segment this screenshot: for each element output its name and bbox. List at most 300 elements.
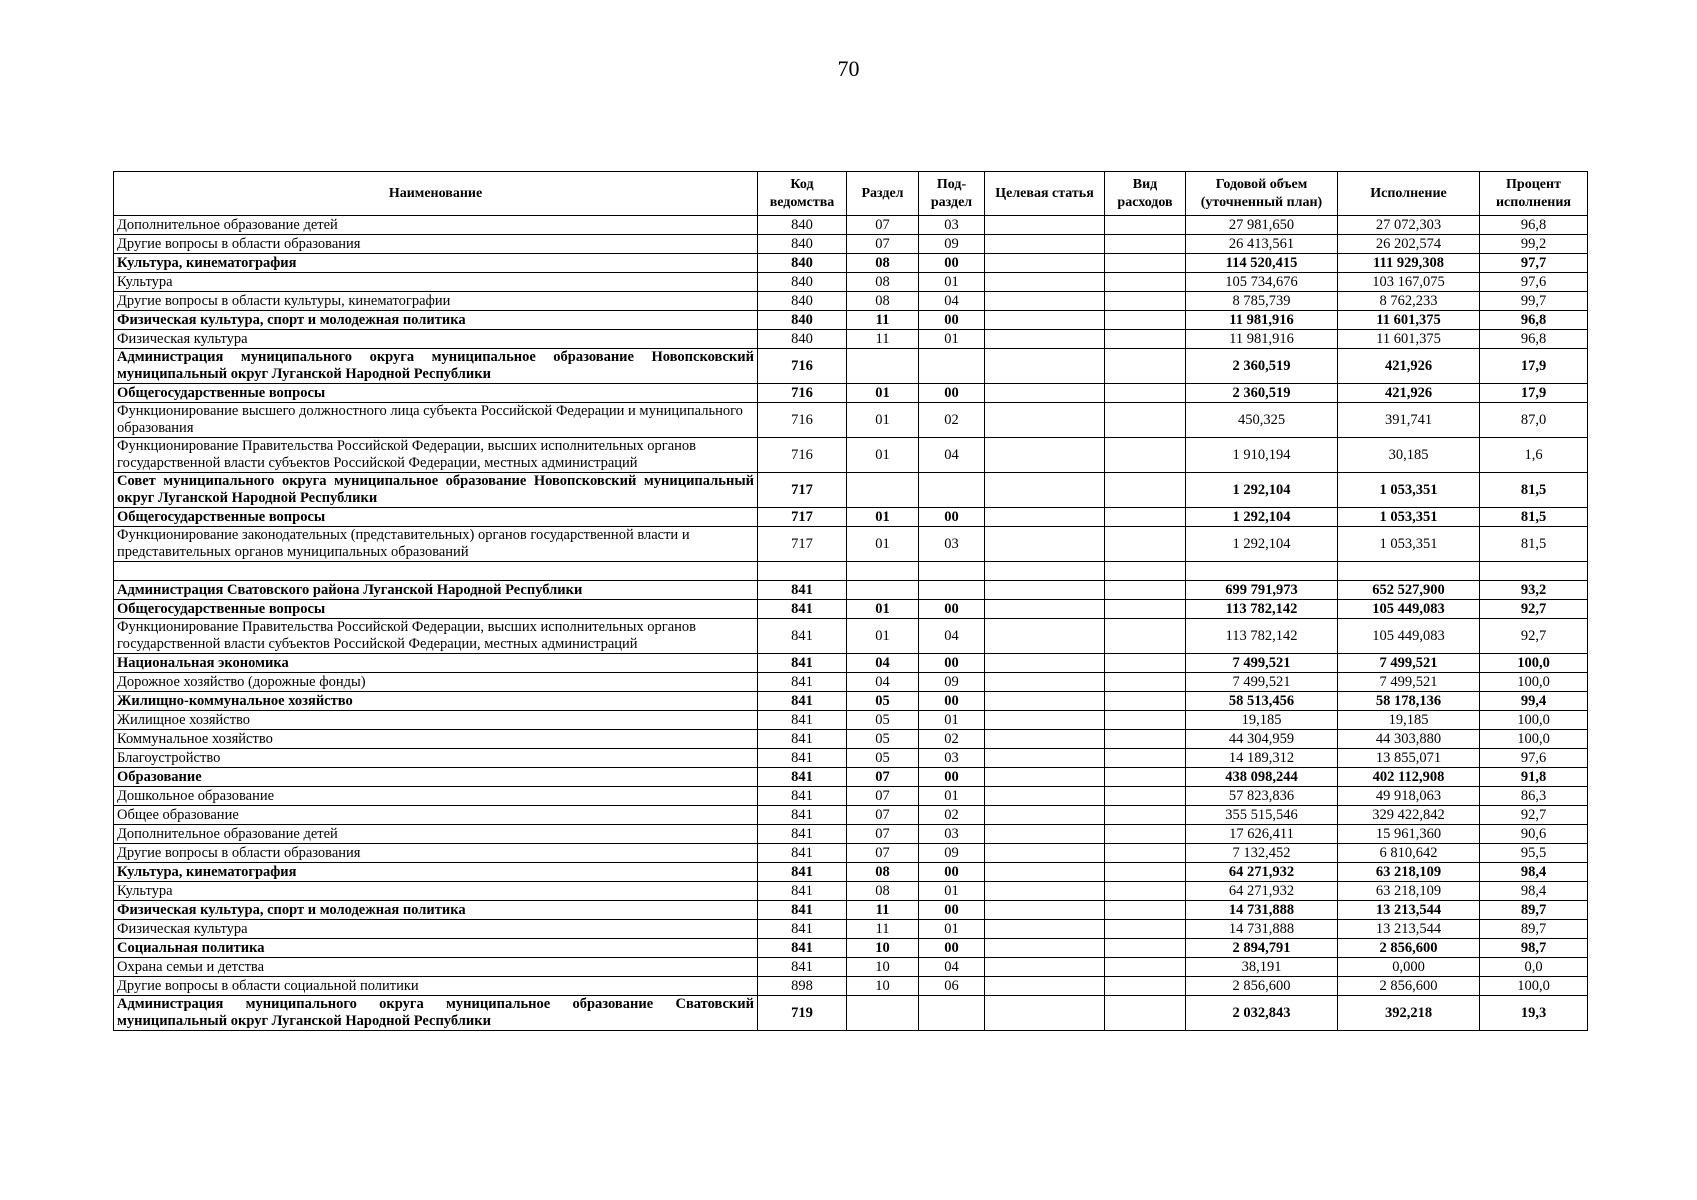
cell-type (1105, 273, 1186, 292)
cell-percent: 90,6 (1480, 825, 1588, 844)
cell-name: Администрация муниципального округа муниципальное образование Новопсковский муниципальный округ Луганской Народной Республики (114, 349, 758, 384)
cell-plan: 64 271,932 (1186, 882, 1338, 901)
cell-subsection: 02 (919, 403, 985, 438)
cell-type (1105, 600, 1186, 619)
table-row (114, 920, 1588, 939)
table-row (114, 311, 1588, 330)
cell-plan: 699 791,973 (1186, 581, 1338, 600)
table-row (114, 349, 1588, 384)
cell-section: 05 (847, 730, 919, 749)
budget-table (113, 171, 1588, 1031)
cell-target (985, 692, 1105, 711)
cell-name: Национальная экономика (114, 654, 758, 673)
cell-name: Функционирование Правительства Российской Федерации, высших исполнительных органов государственной власти субъектов Российской Федерации, местных администраций (114, 619, 758, 654)
cell-type (1105, 958, 1186, 977)
cell-name: Образование (114, 768, 758, 787)
cell-exec: 26 202,574 (1338, 235, 1480, 254)
header-code: Код ведомства (758, 172, 847, 216)
cell-name: Благоустройство (114, 749, 758, 768)
cell-type (1105, 882, 1186, 901)
table-row (114, 825, 1588, 844)
cell-target (985, 806, 1105, 825)
cell-exec: 44 303,880 (1338, 730, 1480, 749)
cell-code: 841 (758, 806, 847, 825)
cell-name: Функционирование законодательных (представительных) органов государственной власти и представительных органов муниципальных образований (114, 527, 758, 562)
cell-target (985, 958, 1105, 977)
cell-type (1105, 292, 1186, 311)
cell-section: 01 (847, 600, 919, 619)
cell-name: Культура (114, 273, 758, 292)
cell-exec: 11 601,375 (1338, 330, 1480, 349)
cell-target (985, 349, 1105, 384)
cell-exec: 402 112,908 (1338, 768, 1480, 787)
cell-type (1105, 692, 1186, 711)
cell-percent: 89,7 (1480, 901, 1588, 920)
cell-subsection: 01 (919, 711, 985, 730)
cell-subsection (919, 581, 985, 600)
cell-plan: 1 292,104 (1186, 527, 1338, 562)
cell-section: 11 (847, 330, 919, 349)
table-row (114, 508, 1588, 527)
cell-plan: 1 292,104 (1186, 473, 1338, 508)
cell-code: 841 (758, 768, 847, 787)
cell-code: 898 (758, 977, 847, 996)
cell-section: 10 (847, 958, 919, 977)
cell-code: 841 (758, 844, 847, 863)
cell-plan: 438 098,244 (1186, 768, 1338, 787)
cell-exec: 421,926 (1338, 349, 1480, 384)
cell-code: 841 (758, 787, 847, 806)
table-row (114, 730, 1588, 749)
cell-target (985, 330, 1105, 349)
cell-code: 841 (758, 825, 847, 844)
cell-subsection: 00 (919, 863, 985, 882)
cell-plan: 27 981,650 (1186, 216, 1338, 235)
cell-exec: 19,185 (1338, 711, 1480, 730)
table-row (114, 939, 1588, 958)
cell-plan: 19,185 (1186, 711, 1338, 730)
cell-percent: 89,7 (1480, 920, 1588, 939)
cell-percent: 92,7 (1480, 806, 1588, 825)
table-row (114, 384, 1588, 403)
cell-code (758, 562, 847, 581)
cell-name: Дошкольное образование (114, 787, 758, 806)
cell-target (985, 600, 1105, 619)
cell-percent: 86,3 (1480, 787, 1588, 806)
cell-section (847, 581, 919, 600)
cell-type (1105, 581, 1186, 600)
cell-target (985, 473, 1105, 508)
cell-exec: 63 218,109 (1338, 863, 1480, 882)
cell-section: 05 (847, 711, 919, 730)
table-row (114, 958, 1588, 977)
cell-target (985, 438, 1105, 473)
cell-name: Общее образование (114, 806, 758, 825)
cell-code: 841 (758, 863, 847, 882)
cell-plan: 7 499,521 (1186, 654, 1338, 673)
cell-name: Дополнительное образование детей (114, 825, 758, 844)
cell-plan: 105 734,676 (1186, 273, 1338, 292)
table-row (114, 996, 1588, 1031)
cell-target (985, 311, 1105, 330)
cell-subsection: 01 (919, 330, 985, 349)
cell-exec: 111 929,308 (1338, 254, 1480, 273)
cell-exec: 13 213,544 (1338, 920, 1480, 939)
cell-target (985, 527, 1105, 562)
cell-target (985, 273, 1105, 292)
cell-section: 08 (847, 273, 919, 292)
cell-exec: 27 072,303 (1338, 216, 1480, 235)
cell-subsection: 00 (919, 254, 985, 273)
cell-code: 840 (758, 311, 847, 330)
cell-percent: 93,2 (1480, 581, 1588, 600)
cell-code: 840 (758, 254, 847, 273)
cell-type (1105, 330, 1186, 349)
table-row (114, 216, 1588, 235)
cell-exec: 63 218,109 (1338, 882, 1480, 901)
cell-target (985, 977, 1105, 996)
cell-code: 841 (758, 901, 847, 920)
cell-percent: 100,0 (1480, 654, 1588, 673)
cell-type (1105, 562, 1186, 581)
cell-name: Администрация Сватовского района Луганской Народной Республики (114, 581, 758, 600)
cell-plan: 2 894,791 (1186, 939, 1338, 958)
table-row (114, 768, 1588, 787)
cell-name: Физическая культура (114, 330, 758, 349)
cell-section: 07 (847, 844, 919, 863)
cell-percent: 81,5 (1480, 527, 1588, 562)
cell-target (985, 581, 1105, 600)
cell-code: 716 (758, 384, 847, 403)
page-number: 70 (837, 56, 860, 81)
cell-exec: 11 601,375 (1338, 311, 1480, 330)
cell-code: 841 (758, 692, 847, 711)
cell-section: 01 (847, 403, 919, 438)
cell-subsection: 02 (919, 730, 985, 749)
cell-subsection (919, 996, 985, 1031)
cell-section: 10 (847, 977, 919, 996)
cell-section: 07 (847, 216, 919, 235)
cell-plan: 113 782,142 (1186, 619, 1338, 654)
cell-percent: 0,0 (1480, 958, 1588, 977)
cell-percent: 17,9 (1480, 384, 1588, 403)
cell-plan: 2 360,519 (1186, 349, 1338, 384)
cell-subsection: 01 (919, 920, 985, 939)
table-row (114, 292, 1588, 311)
cell-name: Другие вопросы в области социальной политики (114, 977, 758, 996)
cell-section: 08 (847, 254, 919, 273)
cell-percent: 81,5 (1480, 473, 1588, 508)
cell-subsection (919, 349, 985, 384)
cell-code: 841 (758, 939, 847, 958)
cell-type (1105, 901, 1186, 920)
cell-code: 840 (758, 330, 847, 349)
cell-target (985, 901, 1105, 920)
cell-subsection: 09 (919, 673, 985, 692)
cell-percent: 95,5 (1480, 844, 1588, 863)
cell-target (985, 673, 1105, 692)
cell-code: 841 (758, 730, 847, 749)
cell-exec: 15 961,360 (1338, 825, 1480, 844)
table-row (114, 235, 1588, 254)
cell-exec: 105 449,083 (1338, 600, 1480, 619)
table-row (114, 654, 1588, 673)
cell-code: 717 (758, 508, 847, 527)
cell-target (985, 844, 1105, 863)
table-row (114, 254, 1588, 273)
cell-type (1105, 508, 1186, 527)
cell-name: Общегосударственные вопросы (114, 508, 758, 527)
cell-target (985, 939, 1105, 958)
cell-exec: 105 449,083 (1338, 619, 1480, 654)
cell-percent: 87,0 (1480, 403, 1588, 438)
cell-percent: 96,8 (1480, 216, 1588, 235)
cell-target (985, 920, 1105, 939)
cell-target (985, 254, 1105, 273)
cell-percent: 100,0 (1480, 730, 1588, 749)
cell-exec: 0,000 (1338, 958, 1480, 977)
cell-name: Культура (114, 882, 758, 901)
table-row (114, 901, 1588, 920)
cell-plan: 7 132,452 (1186, 844, 1338, 863)
cell-plan: 64 271,932 (1186, 863, 1338, 882)
cell-section: 07 (847, 768, 919, 787)
cell-plan: 14 731,888 (1186, 901, 1338, 920)
cell-type (1105, 654, 1186, 673)
cell-section: 04 (847, 673, 919, 692)
cell-code: 841 (758, 600, 847, 619)
cell-exec: 329 422,842 (1338, 806, 1480, 825)
cell-type (1105, 730, 1186, 749)
cell-target (985, 882, 1105, 901)
cell-subsection: 06 (919, 977, 985, 996)
cell-target (985, 787, 1105, 806)
cell-type (1105, 216, 1186, 235)
cell-target (985, 863, 1105, 882)
table-body (114, 216, 1588, 1031)
table-row (114, 863, 1588, 882)
cell-percent: 81,5 (1480, 508, 1588, 527)
cell-name: Общегосударственные вопросы (114, 600, 758, 619)
cell-name: Культура, кинематография (114, 863, 758, 882)
table-row (114, 711, 1588, 730)
cell-subsection: 03 (919, 825, 985, 844)
cell-name: Другие вопросы в области образования (114, 235, 758, 254)
cell-code: 841 (758, 958, 847, 977)
cell-exec: 1 053,351 (1338, 508, 1480, 527)
table-row (114, 600, 1588, 619)
cell-type (1105, 403, 1186, 438)
table-row (114, 273, 1588, 292)
cell-plan: 44 304,959 (1186, 730, 1338, 749)
cell-section: 07 (847, 235, 919, 254)
cell-code: 840 (758, 273, 847, 292)
cell-section: 08 (847, 863, 919, 882)
cell-percent (1480, 562, 1588, 581)
cell-type (1105, 844, 1186, 863)
table-row (114, 977, 1588, 996)
header-subsection: Под-раздел (919, 172, 985, 216)
cell-code: 841 (758, 711, 847, 730)
cell-section: 11 (847, 920, 919, 939)
cell-name: Другие вопросы в области образования (114, 844, 758, 863)
cell-subsection: 00 (919, 508, 985, 527)
cell-target (985, 292, 1105, 311)
cell-exec: 49 918,063 (1338, 787, 1480, 806)
cell-code: 841 (758, 882, 847, 901)
header-exec: Исполнение (1338, 172, 1480, 216)
cell-plan: 114 520,415 (1186, 254, 1338, 273)
cell-type (1105, 920, 1186, 939)
cell-section: 05 (847, 749, 919, 768)
cell-section: 08 (847, 292, 919, 311)
cell-target (985, 654, 1105, 673)
table-row (114, 882, 1588, 901)
cell-subsection: 09 (919, 844, 985, 863)
cell-section: 11 (847, 901, 919, 920)
cell-type (1105, 384, 1186, 403)
cell-plan: 7 499,521 (1186, 673, 1338, 692)
cell-section: 05 (847, 692, 919, 711)
cell-exec: 58 178,136 (1338, 692, 1480, 711)
cell-exec: 7 499,521 (1338, 673, 1480, 692)
cell-section: 08 (847, 882, 919, 901)
cell-subsection: 00 (919, 654, 985, 673)
cell-section: 07 (847, 825, 919, 844)
cell-percent: 92,7 (1480, 600, 1588, 619)
cell-type (1105, 768, 1186, 787)
cell-exec: 13 855,071 (1338, 749, 1480, 768)
cell-name (114, 562, 758, 581)
cell-type (1105, 438, 1186, 473)
cell-subsection: 00 (919, 939, 985, 958)
cell-name: Культура, кинематография (114, 254, 758, 273)
cell-type (1105, 787, 1186, 806)
table-row (114, 844, 1588, 863)
cell-percent: 99,7 (1480, 292, 1588, 311)
cell-type (1105, 996, 1186, 1031)
cell-name: Администрация муниципального округа муниципальное образование Сватовский муниципальный округ Луганской Народной Республики (114, 996, 758, 1031)
table-row (114, 473, 1588, 508)
table-row (114, 749, 1588, 768)
cell-subsection: 00 (919, 901, 985, 920)
cell-subsection (919, 562, 985, 581)
cell-name: Коммунальное хозяйство (114, 730, 758, 749)
cell-percent: 91,8 (1480, 768, 1588, 787)
table-row (114, 438, 1588, 473)
cell-code: 716 (758, 403, 847, 438)
table-row (114, 619, 1588, 654)
cell-percent: 92,7 (1480, 619, 1588, 654)
cell-subsection: 01 (919, 882, 985, 901)
cell-percent: 98,7 (1480, 939, 1588, 958)
cell-code: 841 (758, 673, 847, 692)
header-percent: Процент исполнения (1480, 172, 1588, 216)
cell-subsection: 01 (919, 787, 985, 806)
cell-target (985, 730, 1105, 749)
cell-exec (1338, 562, 1480, 581)
cell-subsection: 03 (919, 216, 985, 235)
cell-subsection: 04 (919, 619, 985, 654)
cell-subsection: 04 (919, 438, 985, 473)
cell-section: 11 (847, 311, 919, 330)
cell-name: Функционирование высшего должностного лица субъекта Российской Федерации и муниципального образования (114, 403, 758, 438)
header-name: Наименование (114, 172, 758, 216)
cell-plan (1186, 562, 1338, 581)
cell-exec: 13 213,544 (1338, 901, 1480, 920)
cell-plan: 57 823,836 (1186, 787, 1338, 806)
cell-name: Социальная политика (114, 939, 758, 958)
header-plan: Годовой объем (уточненный план) (1186, 172, 1338, 216)
cell-plan: 2 360,519 (1186, 384, 1338, 403)
cell-subsection (919, 473, 985, 508)
cell-type (1105, 749, 1186, 768)
cell-subsection: 00 (919, 768, 985, 787)
cell-subsection: 02 (919, 806, 985, 825)
cell-exec: 2 856,600 (1338, 977, 1480, 996)
cell-section: 01 (847, 527, 919, 562)
cell-percent: 99,2 (1480, 235, 1588, 254)
table-row (114, 330, 1588, 349)
cell-exec: 421,926 (1338, 384, 1480, 403)
cell-percent: 100,0 (1480, 977, 1588, 996)
cell-plan: 11 981,916 (1186, 311, 1338, 330)
cell-plan: 2 032,843 (1186, 996, 1338, 1031)
cell-exec: 1 053,351 (1338, 473, 1480, 508)
header-section: Раздел (847, 172, 919, 216)
cell-name: Физическая культура, спорт и молодежная политика (114, 311, 758, 330)
cell-name: Дополнительное образование детей (114, 216, 758, 235)
cell-code: 719 (758, 996, 847, 1031)
cell-plan: 38,191 (1186, 958, 1338, 977)
cell-subsection: 00 (919, 692, 985, 711)
cell-percent: 1,6 (1480, 438, 1588, 473)
cell-plan: 26 413,561 (1186, 235, 1338, 254)
cell-code: 841 (758, 654, 847, 673)
cell-subsection: 00 (919, 600, 985, 619)
cell-name: Другие вопросы в области культуры, кинематографии (114, 292, 758, 311)
table-row (114, 403, 1588, 438)
cell-code: 841 (758, 749, 847, 768)
header-type: Вид расходов (1105, 172, 1186, 216)
table-row (114, 527, 1588, 562)
cell-percent: 96,8 (1480, 311, 1588, 330)
cell-type (1105, 349, 1186, 384)
cell-target (985, 562, 1105, 581)
table-row (114, 562, 1588, 581)
cell-subsection: 00 (919, 384, 985, 403)
cell-subsection: 04 (919, 958, 985, 977)
cell-section (847, 349, 919, 384)
cell-percent: 97,6 (1480, 749, 1588, 768)
cell-plan: 58 513,456 (1186, 692, 1338, 711)
cell-type (1105, 863, 1186, 882)
table-row (114, 806, 1588, 825)
cell-target (985, 711, 1105, 730)
cell-name: Физическая культура (114, 920, 758, 939)
cell-name: Жилищное хозяйство (114, 711, 758, 730)
cell-code: 717 (758, 473, 847, 508)
cell-exec: 392,218 (1338, 996, 1480, 1031)
cell-section: 07 (847, 787, 919, 806)
table-row (114, 581, 1588, 600)
cell-plan: 355 515,546 (1186, 806, 1338, 825)
cell-percent: 100,0 (1480, 711, 1588, 730)
cell-percent: 19,3 (1480, 996, 1588, 1031)
cell-name: Жилищно-коммунальное хозяйство (114, 692, 758, 711)
cell-code: 840 (758, 292, 847, 311)
cell-target (985, 508, 1105, 527)
